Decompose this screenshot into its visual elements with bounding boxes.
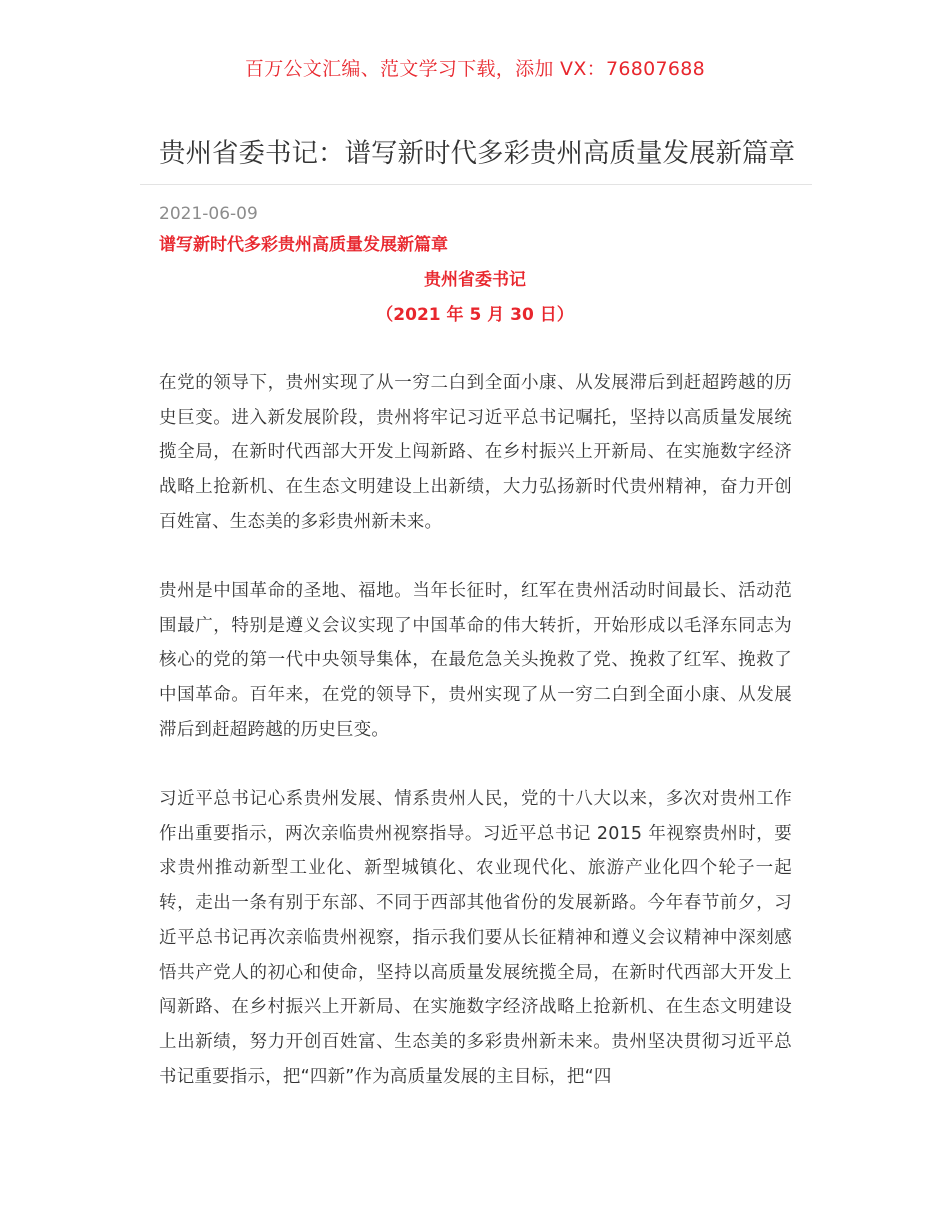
promo-banner: 百万公文汇编、范文学习下载，添加 VX：76807688 bbox=[244, 58, 706, 80]
article-date: 2021-06-09 bbox=[159, 204, 258, 224]
paragraph-1: 在党的领导下，贵州实现了从一穷二白到全面小康、从发展滞后到赶超跨越的历史巨变。进入新发展阶段，贵州将牢记习近平总书记嘱托，坚持以高质量发展统揽全局，在新时代西部大开发上闯新路、在乡村振兴上开新局、在实施数字经济战略上抢新机、在生态文明建设上出新绩，大力弘扬新时代贵州精神，奋力开创百姓富、生态美的多彩贵州新未来。 bbox=[159, 373, 792, 532]
paragraph-3: 习近平总书记心系贵州发展、情系贵州人民，党的十八大以来，多次对贵州工作作出重要指示，两次亲临贵州视察指导。习近平总书记 2015 年视察贵州时，要求贵州推动新型工业化、新型城镇化、农业现代化、旅游产业化四个轮子一起转，走出一条有别于东部、不同于西部其他省份的发展新路。今年春节前夕，习近平总书记再次亲临贵州视察，指示我们要从长征精神和遵义会议精神中深刻感悟共产党人的初心和使命，坚持以高质量发展统揽全局，在新时代西部大开发上闯新路、在乡村振兴上开新局、在实施数字经济战略上抢新机、在生态文明建设上出新绩，努力开创百姓富、生态美的多彩贵州新未来。贵州坚决贯彻习近平总书记重要指示，把“四新”作为高质量发展的主目标，把“四 bbox=[159, 789, 792, 1087]
publication-date: （2021 年 5 月 30 日） bbox=[376, 305, 574, 325]
article-title: 贵州省委书记：谱写新时代多彩贵州高质量发展新篇章 bbox=[159, 138, 795, 169]
paragraph-2: 贵州是中国革命的圣地、福地。当年长征时，红军在贵州活动时间最长、活动范围最广，特别是遵义会议实现了中国革命的伟大转折，开始形成以毛泽东同志为核心的党的第一代中央领导集体，在最危急关头挽救了党、挽救了红军、挽救了中国革命。百年来，在党的领导下，贵州实现了从一穷二白到全面小康、从发展滞后到赶超跨越的历史巨变。 bbox=[159, 581, 792, 740]
sub-headline: 谱写新时代多彩贵州高质量发展新篇章 bbox=[159, 235, 448, 255]
author-line: 贵州省委书记 bbox=[424, 270, 526, 290]
title-divider bbox=[140, 184, 812, 185]
